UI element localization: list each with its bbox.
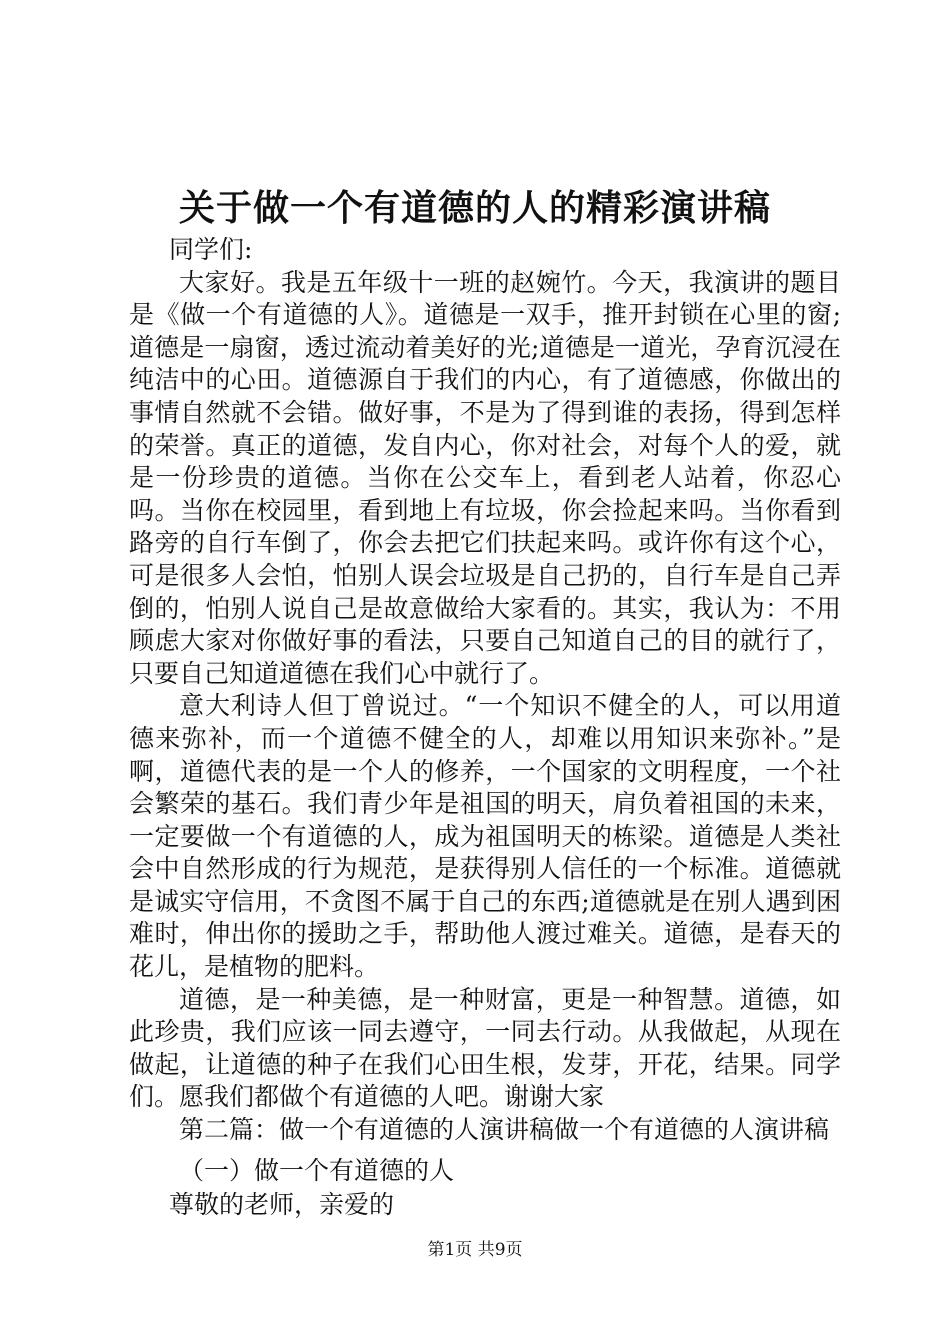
paragraph-2: 意大利诗人但丁曾说过。“一个知识不健全的人，可以用道德来弥补，而一个道德不健全的人，却难以用知识来弥补。”是啊，道德代表的是一个人的修养，一个国家的文明程度，一个社会繁荣的基石。我们青少年是祖国的明天，肩负着祖国的未来，一定要做一个有道德的人，成为祖国明天的栋梁。道德是人类社会中自然形成的行为规范，是获得别人信任的一个标准。道德就是诚实守信用，不贪图不属于自己的东西;道德就是在别人遇到困难时，伸出你的援助之手，帮助他人渡过难关。道德，是春天的花儿，是植物的肥料。	[129, 691, 841, 982]
paragraph-1: 大家好。我是五年级十一班的赵婉竹。今天，我演讲的题目是《做一个有道德的人》。道德是一双手，推开封锁在心里的窗;道德是一扇窗，透过流动着美好的光;道德是一道光，孕育沉浸在纯洁中的心田。道德源自于我们的内心，有了道德感，你做出的事情自然就不会错。做好事，不是为了得到谁的表扬，得到怎样的荣誉。真正的道德，发自内心，你对社会，对每个人的爱，就是一份珍贵的道德。当你在公交车上，看到老人站着，你忍心吗。当你在校园里，看到地上有垃圾，你会捡起来吗。当你看到路旁的自行车倒了，你会去把它们扶起来吗。或许你有这个心，可是很多人会怕，怕别人误会垃圾是自己扔的，自行车是自己弄倒的，怕别人说自己是故意做给大家看的。其实，我认为：不用顾虑大家对你做好事的看法，只要自己知道自己的目的就行了，只要自己知道道德在我们心中就行了。	[129, 267, 841, 688]
document-body	[129, 234, 841, 1222]
paragraph-3: 道德，是一种美德，是一种财富，更是一种智慧。道德，如此珍贵，我们应该一同去遵守，一同去行动。从我做起，从现在做起，让道德的种子在我们心田生根，发芽，开花，结果。同学们。愿我们都做个有道德的人吧。谢谢大家	[129, 984, 841, 1112]
subheading: （一）做一个有道德的人	[179, 1155, 455, 1185]
document-title: 关于做一个有道德的人的精彩演讲稿	[178, 187, 771, 229]
paragraph-4: 第二篇：做一个有道德的人演讲稿做一个有道德的人演讲稿	[179, 1115, 830, 1145]
page-number: 第1页 共9页	[427, 1240, 523, 1260]
greeting: 尊敬的老师，亲爱的	[169, 1190, 395, 1220]
salutation: 同学们:	[169, 235, 253, 264]
